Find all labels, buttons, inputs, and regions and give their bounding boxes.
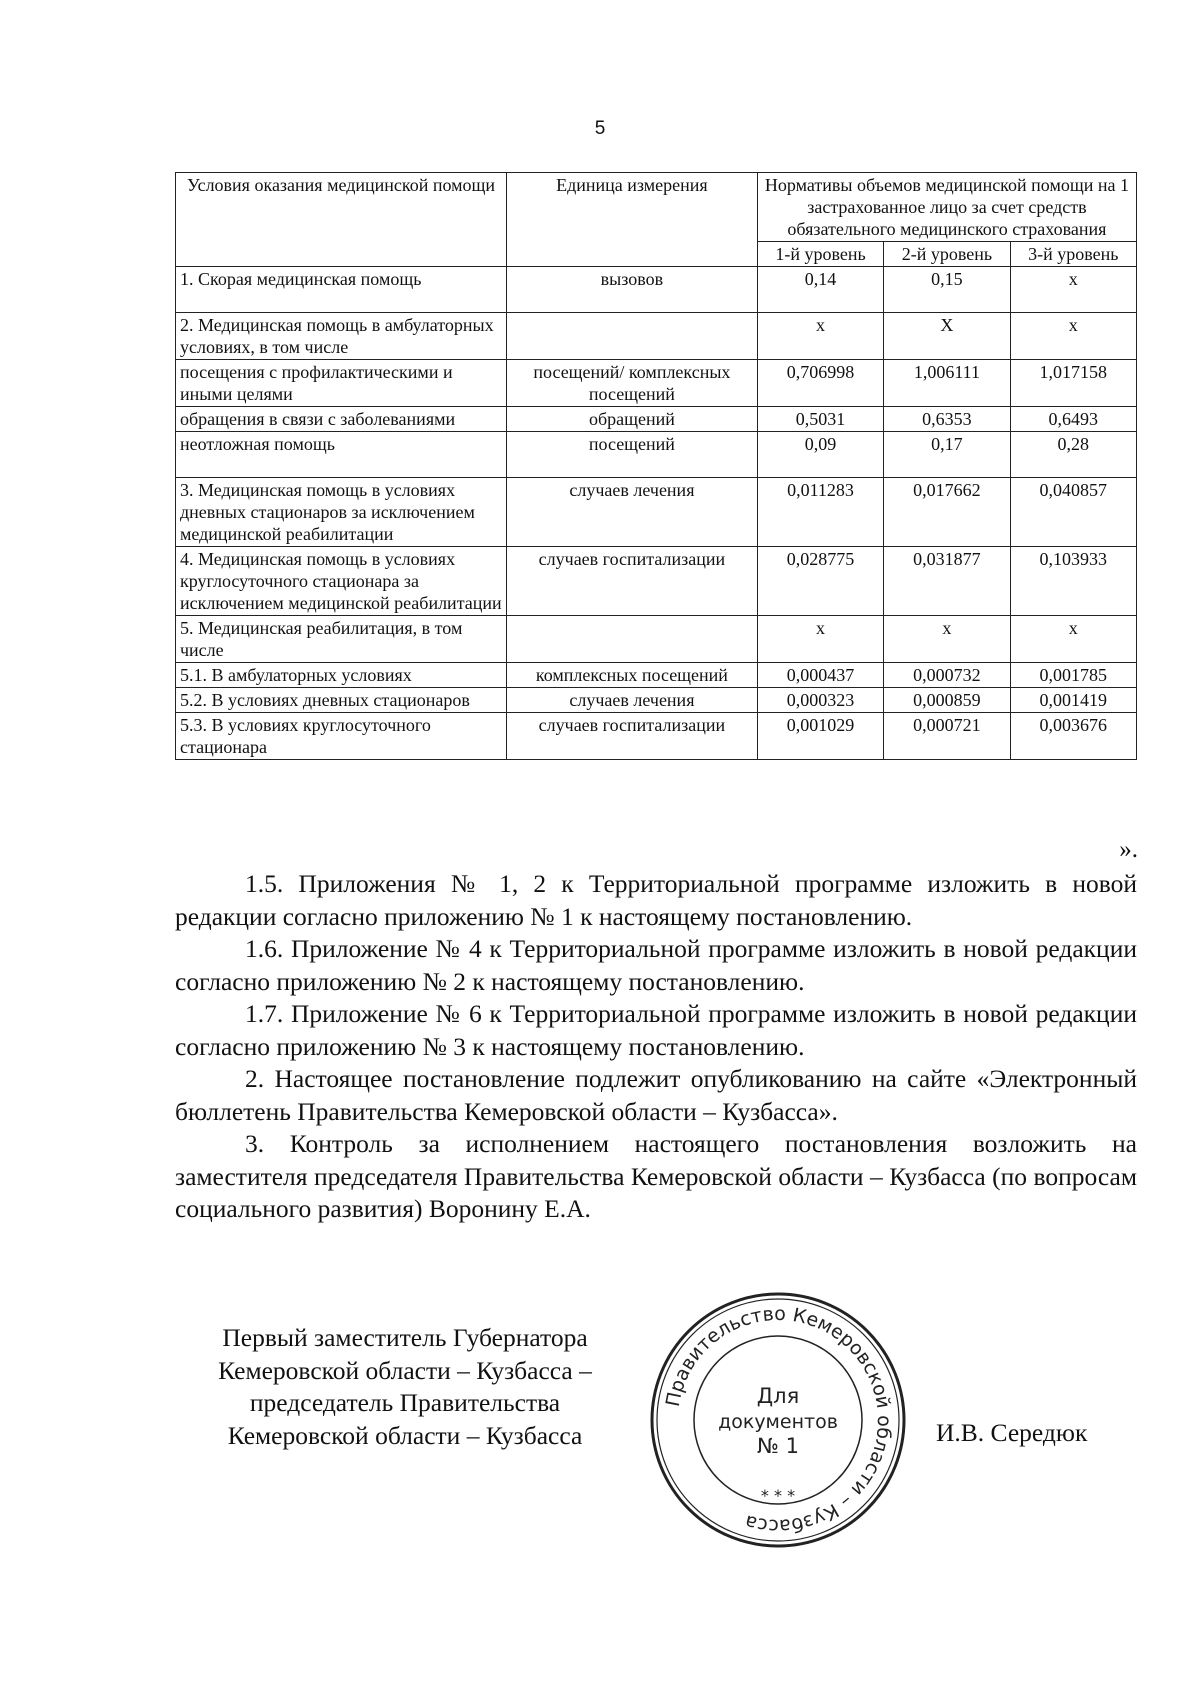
cell-level-1: 0,706998 bbox=[757, 360, 883, 407]
paragraph-1-5: 1.5. Приложения № 1, 2 к Территориальной программе изложить в новой редакции согласно приложению № 1 к настоящему постановлению. bbox=[175, 869, 1137, 931]
resolution-text bbox=[175, 868, 1137, 1226]
cell-unit: вызовов bbox=[507, 267, 758, 313]
closing-quote: ». bbox=[1119, 836, 1138, 863]
header-level-3: 3-й уровень bbox=[1010, 242, 1136, 267]
header-level-2: 2-й уровень bbox=[884, 242, 1010, 267]
cell-level-3: 0,6493 bbox=[1010, 407, 1136, 432]
paragraph-1-6: 1.6. Приложение № 4 к Территориальной программе изложить в новой редакции согласно приложению № 2 к настоящему постановлению. bbox=[175, 934, 1137, 996]
cell-condition: 2. Медицинская помощь в амбулаторных условиях, в том числе bbox=[176, 313, 507, 360]
cell-condition: посещения с профилактическими и иными целями bbox=[176, 360, 507, 407]
table-row bbox=[176, 713, 1137, 760]
signer-title-line: Кемеровской области – Кузбасса – bbox=[218, 1355, 592, 1385]
cell-level-3: х bbox=[1010, 313, 1136, 360]
cell-level-2: Х bbox=[884, 313, 1010, 360]
cell-level-3: 0,103933 bbox=[1010, 547, 1136, 616]
cell-condition: 4. Медицинская помощь в условиях круглосуточного стационара за исключением медицинской реабилитации bbox=[176, 547, 507, 616]
cell-unit: случаев лечения bbox=[507, 478, 758, 547]
cell-condition: 5.3. В условиях круглосуточного стационара bbox=[176, 713, 507, 760]
header-unit: Единица измерения bbox=[507, 173, 758, 267]
page-number: 5 bbox=[594, 118, 606, 139]
table-row bbox=[176, 360, 1137, 407]
cell-unit: случаев госпитализации bbox=[507, 547, 758, 616]
norms-table bbox=[175, 172, 1137, 760]
cell-level-2: 0,17 bbox=[884, 432, 1010, 478]
cell-level-2: 0,000721 bbox=[884, 713, 1010, 760]
cell-level-3: 0,003676 bbox=[1010, 713, 1136, 760]
cell-unit: случаев лечения bbox=[507, 688, 758, 713]
cell-level-2: 0,000732 bbox=[884, 663, 1010, 688]
table-row bbox=[176, 688, 1137, 713]
cell-unit bbox=[507, 313, 758, 360]
cell-condition: 5. Медицинская реабилитация, в том числе bbox=[176, 616, 507, 663]
table-header-row bbox=[176, 173, 1137, 242]
seal-center-line-1: Для bbox=[756, 1384, 800, 1408]
signer-title-line: председатель Правительства bbox=[249, 1388, 561, 1417]
paragraph-1-7: 1.7. Приложение № 6 к Территориальной программе изложить в новой редакции согласно приложению № 3 к настоящему постановлению. bbox=[175, 999, 1137, 1061]
cell-level-1: 0,000437 bbox=[757, 663, 883, 688]
table-row bbox=[176, 407, 1137, 432]
cell-unit: комплексных посещений bbox=[507, 663, 758, 688]
cell-level-1: 0,14 bbox=[757, 267, 883, 313]
table-row bbox=[176, 547, 1137, 616]
cell-unit: посещений bbox=[507, 432, 758, 478]
cell-condition: 3. Медицинская помощь в условиях дневных стационаров за исключением медицинской реабилитации bbox=[176, 478, 507, 547]
cell-level-1: 0,001029 bbox=[757, 713, 883, 760]
cell-unit: обращений bbox=[507, 407, 758, 432]
cell-level-2: 0,031877 bbox=[884, 547, 1010, 616]
official-seal-stamp bbox=[648, 1290, 908, 1550]
cell-level-3: 0,040857 bbox=[1010, 478, 1136, 547]
cell-level-3: 0,001419 bbox=[1010, 688, 1136, 713]
seal-stars: * * * bbox=[760, 1486, 796, 1505]
cell-level-1: 0,000323 bbox=[757, 688, 883, 713]
cell-level-3: х bbox=[1010, 616, 1136, 663]
cell-level-1: 0,028775 bbox=[757, 547, 883, 616]
seal-ring-text: Правительство Кемеровской области – Кузбасса bbox=[661, 1302, 896, 1538]
table-row bbox=[176, 478, 1137, 547]
table-row bbox=[176, 616, 1137, 663]
cell-level-3: 0,28 bbox=[1010, 432, 1136, 478]
cell-level-1: 0,09 bbox=[757, 432, 883, 478]
signer-title-line: Первый заместитель Губернатора bbox=[222, 1323, 588, 1352]
seal-center-line-3: № 1 bbox=[757, 1434, 799, 1458]
cell-condition: 5.1. В амбулаторных условиях bbox=[176, 663, 507, 688]
cell-level-1: х bbox=[757, 616, 883, 663]
cell-condition: 5.2. В условиях дневных стационаров bbox=[176, 688, 507, 713]
cell-condition: неотложная помощь bbox=[176, 432, 507, 478]
cell-level-2: 0,000859 bbox=[884, 688, 1010, 713]
cell-unit: посещений/ комплексных посещений bbox=[507, 360, 758, 407]
paragraph-3: 3. Контроль за исполнением настоящего постановления возложить на заместителя председателя Правительства Кемеровской области – Кузбасса (по вопросам социального развития) Воронину Е.А. bbox=[175, 1129, 1137, 1223]
table-row bbox=[176, 663, 1137, 688]
cell-level-2: 0,017662 bbox=[884, 478, 1010, 547]
cell-condition: 1. Скорая медицинская помощь bbox=[176, 267, 507, 313]
table-row bbox=[176, 432, 1137, 478]
signer-name: И.В. Середюк bbox=[936, 1418, 1088, 1447]
cell-level-2: х bbox=[884, 616, 1010, 663]
signer-title bbox=[175, 1322, 635, 1452]
cell-level-1: 0,011283 bbox=[757, 478, 883, 547]
header-conditions: Условия оказания медицинской помощи bbox=[176, 173, 507, 267]
cell-unit: случаев госпитализации bbox=[507, 713, 758, 760]
header-level-1: 1-й уровень bbox=[757, 242, 883, 267]
cell-level-2: 1,006111 bbox=[884, 360, 1010, 407]
cell-level-3: 0,001785 bbox=[1010, 663, 1136, 688]
cell-unit bbox=[507, 616, 758, 663]
cell-level-3: х bbox=[1010, 267, 1136, 313]
cell-level-2: 0,6353 bbox=[884, 407, 1010, 432]
paragraph-2: 2. Настоящее постановление подлежит опубликованию на сайте «Электронный бюллетень Правительства Кемеровской области – Кузбасса». bbox=[175, 1064, 1137, 1126]
cell-level-1: 0,5031 bbox=[757, 407, 883, 432]
cell-level-1: х bbox=[757, 313, 883, 360]
cell-condition: обращения в связи с заболеваниями bbox=[176, 407, 507, 432]
table-row bbox=[176, 267, 1137, 313]
header-norms: Нормативы объемов медицинской помощи на 1 застрахованное лицо за счет средств обязательного медицинского страхования bbox=[757, 173, 1136, 242]
cell-level-3: 1,017158 bbox=[1010, 360, 1136, 407]
seal-center-line-2: документов bbox=[718, 1411, 838, 1433]
cell-level-2: 0,15 bbox=[884, 267, 1010, 313]
signer-title-line: Кемеровской области – Кузбасса bbox=[227, 1420, 583, 1450]
table-row bbox=[176, 313, 1137, 360]
